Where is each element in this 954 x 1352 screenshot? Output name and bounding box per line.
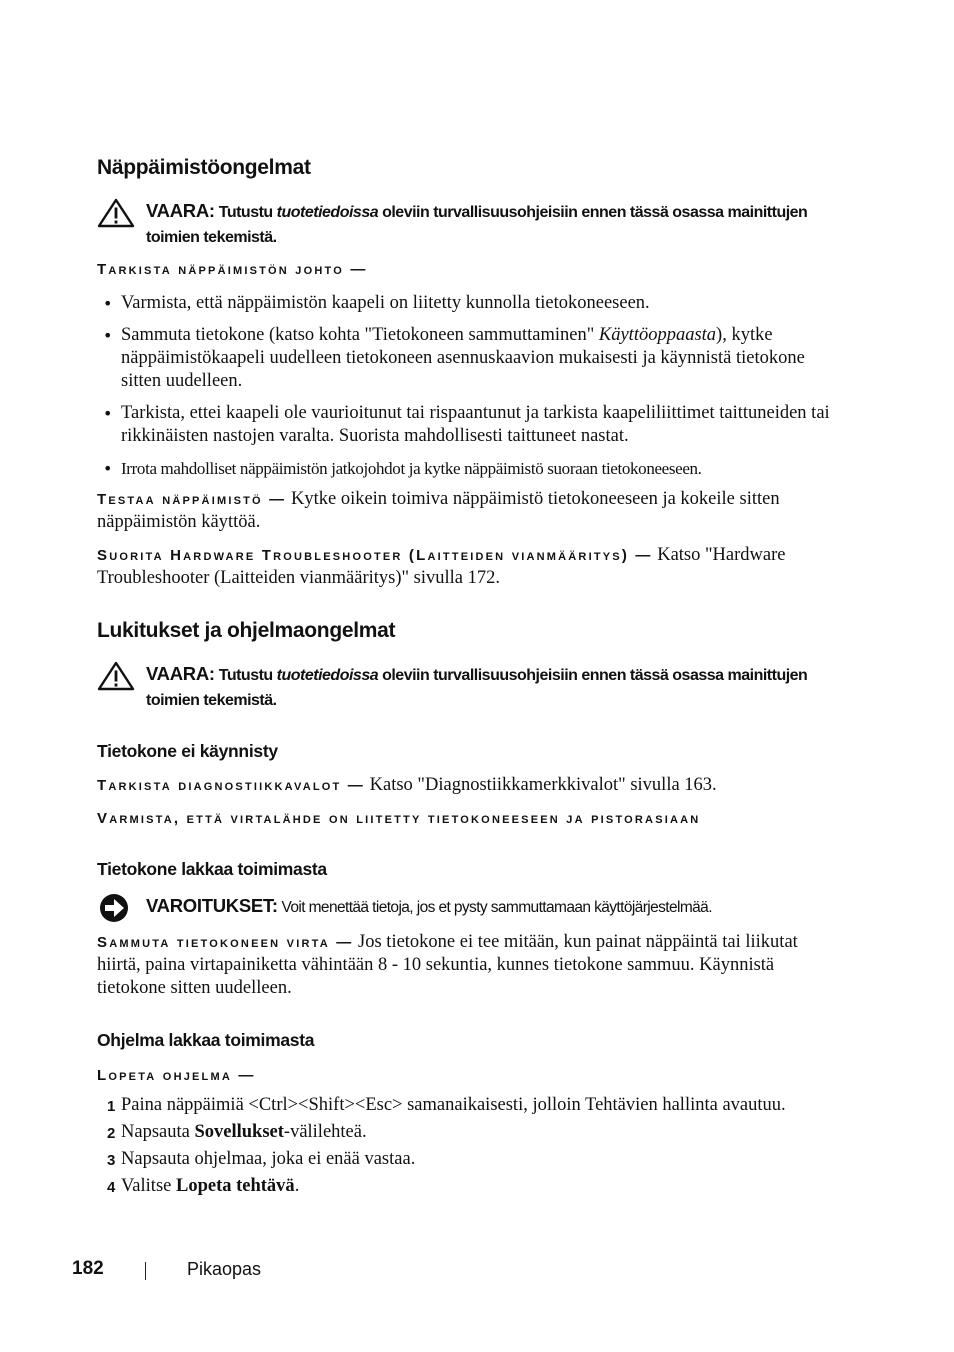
- list-item: [97, 1175, 832, 1198]
- section-title-lockups: Lukitukset ja ohjelmaongelmat: [97, 619, 396, 642]
- list-item: [97, 1148, 832, 1171]
- caution-label: VAROITUKSET:: [146, 895, 278, 916]
- step-number: 3: [107, 1152, 116, 1169]
- warning-text-2: oleviin turvallisuusohjeisiin ennen tässä osassa mainittujen toimien tekemistä.: [146, 204, 808, 246]
- power-off-label: Sammuta tietokoneen virta —: [97, 934, 354, 951]
- list-item-text: ), kytke näppäimistökaapeli uudelleen tietokoneen asennuskaavion mukaisesti ja käynnistä tietokone sitten uudelleen.: [121, 325, 805, 391]
- caution-text: Voit menettää tietoja, jos et pysty sammuttamaan käyttöjärjestelmää.: [281, 899, 712, 916]
- page-number: 182: [72, 1258, 104, 1279]
- step-text-bold: Lopeta tehtävä: [175, 1176, 295, 1196]
- warning-label: VAARA:: [146, 200, 215, 221]
- diagnostic-lights-label: Tarkista diagnostiikkavalot —: [97, 777, 366, 794]
- step-number: 2: [107, 1125, 116, 1142]
- section-title-keyboard: Näppäimistöongelmat: [97, 156, 311, 179]
- step-text: .: [294, 1176, 300, 1196]
- step-text: Napsauta: [121, 1122, 195, 1142]
- footer-divider: [145, 1262, 146, 1280]
- power-off-text: Jos tietokone ei tee mitään, kun painat näppäintä tai liikutat hiirtä, paina virtapainiketta vähintään 8 - 10 sekuntia, kunnes tietokone sammuu. Käynnistä tietokone sitten uudelleen.: [97, 932, 798, 998]
- subsection-title-program-stops: Ohjelma lakkaa toimimasta: [97, 1030, 315, 1050]
- warning-text-italic: tuotetiedoissa: [276, 667, 379, 684]
- list-item: [97, 1094, 832, 1117]
- list-item: • Tarkista, ettei kaapeli ole vaurioitunut tai rispaantunut ja tarkista kaapeliliittimet taittuneiden tai rikkinäisten nastojen varalta. Suorista mahdollisesti taittuneet nastat.: [97, 402, 832, 448]
- check-cable-label: Tarkista näppäimistön johto —: [97, 261, 368, 278]
- power-off-paragraph: [97, 931, 832, 1000]
- hardware-troubleshooter-paragraph: [97, 544, 832, 590]
- test-keyboard-text: Kytke oikein toimiva näppäimistö tietokoneeseen ja kokeile sitten näppäimistön käyttöä.: [97, 489, 780, 532]
- step-text: Napsauta ohjelmaa, joka ei enää vastaa.: [121, 1149, 416, 1169]
- step-text-bold: Sovellukset: [194, 1122, 284, 1142]
- hardware-troubleshooter-text: Katso "Hardware Troubleshooter (Laitteiden vianmääritys)" sivulla 172.: [97, 545, 786, 588]
- keyboard-bullet-list: [97, 292, 832, 489]
- power-source-label: Varmista, että virtalähde on liitetty tietokoneeseen ja pistorasiaan: [97, 810, 701, 827]
- check-cable-heading: [97, 258, 832, 281]
- list-item: • Varmista, että näppäimistön kaapeli on liitetty kunnolla tietokoneeseen.: [97, 292, 832, 315]
- warning-text-1: Tutustu: [218, 204, 273, 221]
- warning-text-1: Tutustu: [218, 667, 273, 684]
- subsection-title-stops-responding: Tietokone lakkaa toimimasta: [97, 859, 327, 879]
- warning-notice: [97, 661, 827, 713]
- warning-text-2: oleviin turvallisuusohjeisiin ennen tässä osassa mainittujen toimien tekemistä.: [146, 667, 808, 709]
- warning-triangle-icon: [97, 661, 135, 691]
- list-item-italic: Käyttöoppaasta: [598, 325, 717, 345]
- hardware-troubleshooter-label: Suorita Hardware Troubleshooter (Laitteiden vianmääritys) —: [97, 547, 653, 564]
- footer-title: Pikaopas: [187, 1259, 262, 1279]
- step-number: 4: [107, 1179, 116, 1196]
- step-text: Paina näppäimiä <Ctrl><Shift><Esc> samanaikaisesti, jolloin Tehtävien hallinta avautuu.: [121, 1095, 786, 1115]
- test-keyboard-paragraph: [97, 488, 832, 534]
- test-keyboard-label: Testaa näppäimistö —: [97, 491, 287, 508]
- caution-circle-arrow-icon: [97, 893, 135, 923]
- power-source-paragraph: [97, 807, 832, 830]
- quit-program-heading: [97, 1064, 832, 1087]
- list-item: [97, 324, 832, 393]
- step-text: -välilehteä.: [283, 1122, 367, 1142]
- warning-text-italic: tuotetiedoissa: [276, 204, 379, 221]
- quit-program-label: Lopeta ohjelma —: [97, 1067, 256, 1084]
- diagnostic-lights-text: Katso "Diagnostiikkamerkkivalot" sivulla 163.: [365, 775, 717, 795]
- warning-triangle-icon: [97, 198, 135, 228]
- step-text: Valitse: [121, 1176, 176, 1196]
- step-number: 1: [107, 1098, 116, 1115]
- diagnostic-lights-paragraph: [97, 774, 832, 797]
- subsection-title-no-start: Tietokone ei käynnisty: [97, 741, 278, 761]
- warning-notice: [97, 198, 827, 250]
- warning-label: VAARA:: [146, 663, 215, 684]
- list-item: • Irrota mahdolliset näppäimistön jatkojohdot ja kytke näppäimistö suoraan tietokoneeseen.: [97, 457, 832, 480]
- list-item: [97, 1121, 832, 1144]
- quit-program-steps: [97, 1094, 832, 1202]
- list-item-text: Sammuta tietokone (katso kohta "Tietokoneen sammuttaminen": [121, 325, 599, 345]
- caution-notice: [97, 893, 827, 920]
